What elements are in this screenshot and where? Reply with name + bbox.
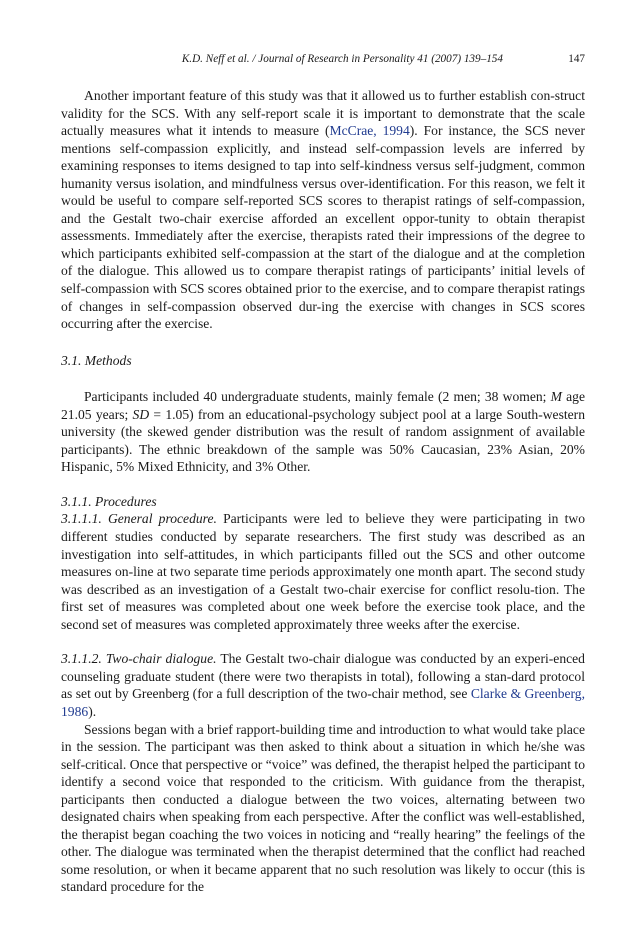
paragraph-general-procedure: [61, 510, 585, 633]
paragraph-sessions: Sessions began with a brief rapport-building time and introduction to what would take place in the session. The participant was then asked to think about a situation in which he/she was self-critical. Once that perspective or “voice” was defined, the therapist helped the participant to identify a second voice that responded to the criticism. With guidance from the therapist, participants then conducted a dialogue between the two voices, alternating between two designated chairs when speaking from each perspective. After the conflict was well-established, the therapist began coaching the two voices in noticing and “really hearing” the feelings of the other. The dialogue was terminated when the therapist determined that the conflict had reached some resolution, or when it became apparent that no such resolution was likely to occur (this is standard procedure for the: [61, 721, 585, 895]
subsection-heading-general-procedure: 3.1.1.1. General procedure.: [61, 511, 217, 527]
para2-text-b: age 21.05 years;: [61, 389, 585, 422]
paragraph-participants: [61, 388, 585, 476]
para1-text-b: ). For instance, the SCS never mentions self-compassion explicitly, and instead self-compassion levels are inferred by examining responses to items designed to tap into self-kindness versus self-judgment, common humanity versus isolation, and mindfulness versus over-identification. For this reason, we felt it would be useful to compare self-reported SCS scores to therapist ratings of self-compassion, and the Gestalt two-chair exercise afforded an excellent oppor-tunity to obtain therapist assessments. Immediately after the exercise, therapists rated their impressions of the degree to which participants exhibited self-compassion at the start of the dialogue and at the completion of the dialogue. This allowed us to compare therapist ratings of participants’ initial levels of self-compassion with SCS scores obtained prior to the exercise, and to compare therapist ratings of changes in self-compassion observed dur-ing the exercise with changes in SCS scores occurring after the exercise.: [61, 123, 585, 332]
para2-text-a: Participants included 40 undergraduate students, mainly female (2 men; 38 women;: [84, 389, 551, 405]
para4-text-b: ).: [88, 703, 97, 719]
stat-symbol-sd: SD: [132, 406, 150, 422]
section-heading-methods: 3.1. Methods: [61, 352, 132, 368]
running-header: [61, 52, 585, 66]
para1-text-a: Another important feature of this study was that it allowed us to further establish con-struct validity for the SCS. With any self-report scale it is important to demonstrate that the scale actually measures what it intends to measure (: [61, 88, 585, 139]
subsection-heading-two-chair: 3.1.1.2. Two-chair dialogue.: [61, 651, 217, 667]
paragraph-construct-validity: [61, 87, 585, 333]
journal-page: [61, 52, 585, 896]
citation-link-mccrae[interactable]: McCrae, 1994: [329, 123, 410, 139]
section-heading-procedures: 3.1.1. Procedures: [61, 493, 157, 509]
para3-text: Participants were led to believe they were participating in two different studies conducted by separate researchers. The first study was described as an investigation into self-attitudes, in which participants filled out the SCS and other outcome measures on-line at two separate time periods approximately one month apart. The second study was described as an investigation of a Gestalt two-chair exercise for conflict resolu-tion. The first set of measures was completed about one week before the exercise took place, and the second set of measures was completed approximately three weeks after the exercise.: [61, 511, 585, 632]
page-number: 147: [568, 53, 585, 65]
journal-citation: K.D. Neff et al. / Journal of Research in Personality 41 (2007) 139–154: [181, 53, 503, 65]
citation-link-clarke-greenberg[interactable]: Clarke & Greenberg, 1986: [61, 686, 586, 719]
paragraph-two-chair-dialogue: [61, 650, 585, 720]
stat-symbol-m: M: [550, 389, 562, 405]
para2-text-c: = 1.05) from an educational-psychology subject pool at a large South-western university (the skewed gender distribution was the result of random assignment of available participants). The ethnic breakdown of the sample was 50% Caucasian, 23% Asian, 20% Hispanic, 5% Mixed Ethnicity, and 3% Other.: [61, 406, 585, 475]
para4-text: The Gestalt two-chair dialogue was conducted by an experi-enced counseling graduate student (there were two therapists in total), following a stan-dard protocol as set out by Greenberg (for a full description of the two-chair method, see: [61, 651, 585, 702]
